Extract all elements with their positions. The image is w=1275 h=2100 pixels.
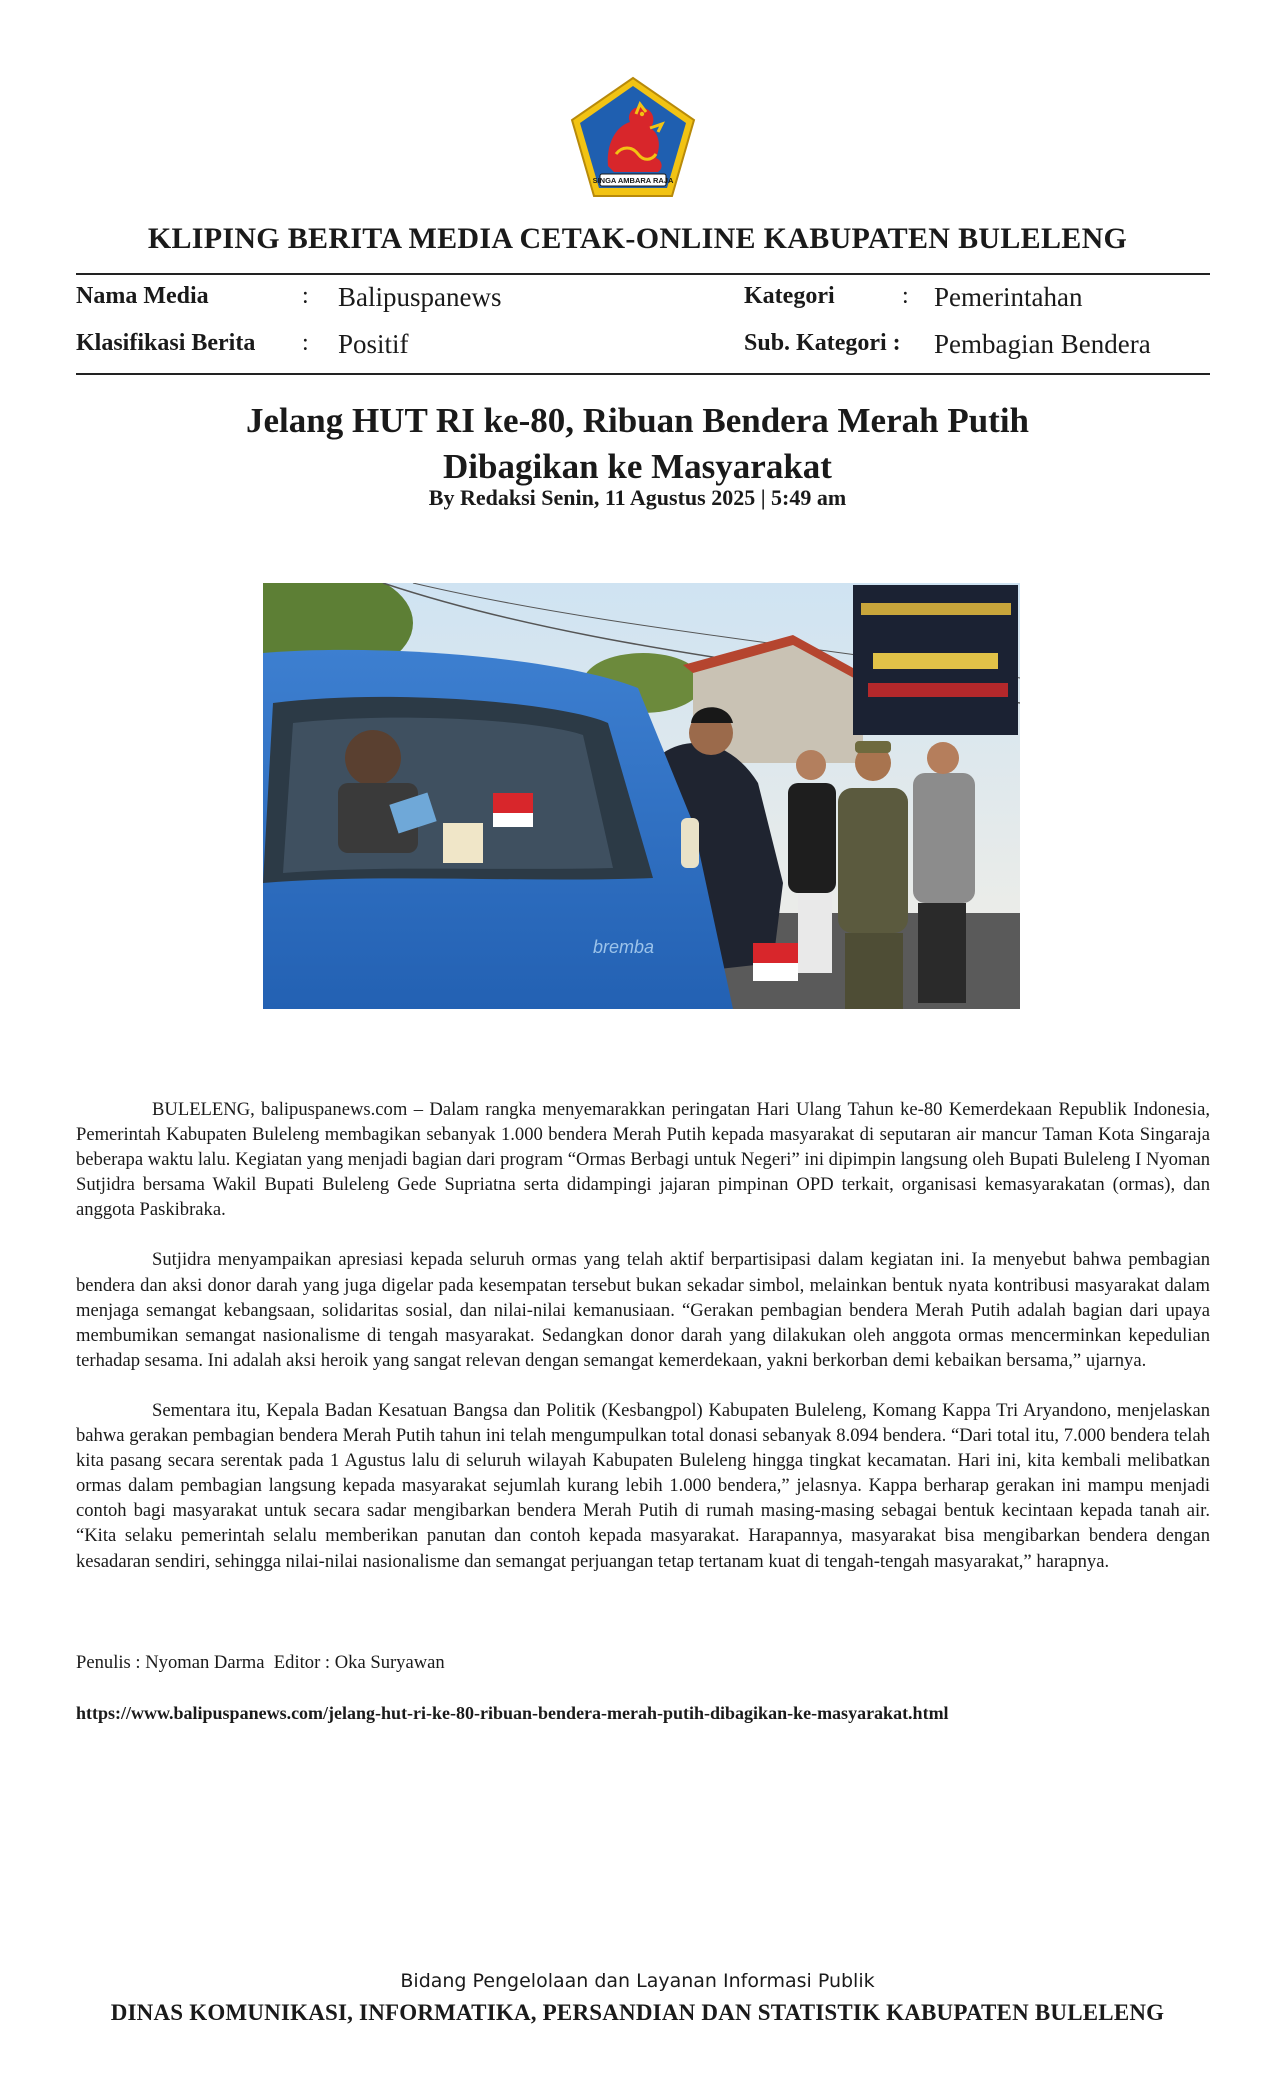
classification-value: Positif bbox=[338, 329, 409, 359]
article-paragraph-3: Sementara itu, Kepala Badan Kesatuan Bangsa dan Politik (Kesbangpol) Kabupaten Buleleng, Komang Kappa Tri Aryandono, menjelaskan bahwa gerakan pembagian bendera Merah Putih tahun ini telah mengumpulkan total donasi sebanyak 8.094 bendera. “Dari total itu, 7.000 bendera telah kita pasang secara serentak pada 1 Agustus lalu di seluruh wilayah Kabupaten Buleleng hingga tingkat kecamatan. Hari ini, kita kembali melibatkan ormas dalam pembagian langsung kepada masyarakat sejumlah kurang lebih 1.000 bendera,” jelasnya. Kappa berharap gerakan ini mampu menjadi contoh bagi masyarakat untuk secara sadar mengibarkan bendera Merah Putih di rumah masing-masing sebagai bentuk kecintaan kepada tanah air. “Kita selaku pemerintah selalu memberikan panutan dan contoh kepada masyarakat. Harapannya, masyarakat bisa mengibarkan bendera dengan kesadaran sendiri, sehingga nilai-nilai nasionalisme dan semangat perjuangan tetap tertanam kuat di tengah-tengah masyarakat,” harapnya. bbox=[76, 1399, 1210, 1572]
logo-motto-text: SINGA AMBARA RAJA bbox=[592, 176, 674, 185]
article-title-line-2: Dibagikan ke Masyarakat bbox=[443, 447, 832, 486]
media-name-colon: : bbox=[302, 283, 309, 309]
car-brand-text: bremba bbox=[593, 937, 655, 957]
footer-agency: DINAS KOMUNIKASI, INFORMATIKA, PERSANDIAN DAN STATISTIK KABUPATEN BULELENG bbox=[110, 2000, 1165, 2025]
article-title-line-1: Jelang HUT RI ke-80, Ribuan Bendera Merah Putih bbox=[245, 401, 1030, 440]
sub-category-label: Sub. Kategori : bbox=[744, 330, 901, 356]
article-source-url[interactable]: https://www.balipuspanews.com/jelang-hut-ri-ke-80-ribuan-bendera-merah-putih-dibagikan-ke-masyarakat.html bbox=[76, 1703, 949, 1723]
header-bottom-rule bbox=[76, 373, 1210, 375]
article-paragraph-2: Sutjidra menyampaikan apresiasi kepada seluruh ormas yang telah aktif berpartisipasi dalam kegiatan ini. Ia menyebut bahwa pembagian bendera dan aksi donor darah yang juga digelar pada kesempatan tersebut bukan sekadar simbol, melainkan bentuk nyata kontribusi masyarakat dalam menjaga semangat kebangsaan, solidaritas sosial, dan nilai-nilai kemanusiaan. “Gerakan pembagian bendera Merah Putih adalah bagian dari upaya membumikan semangat nasionalisme di tengah masyarakat. Sedangkan donor darah yang dilakukan oleh anggota ormas mencerminkan kepedulian terhadap sesama. Ini adalah aksi heroik yang sangat relevan dengan semangat kemerdekaan, yakni berkorban demi kebaikan bersama,” ujarnya. bbox=[76, 1249, 1210, 1371]
buleleng-emblem-logo bbox=[566, 74, 700, 202]
media-name-label: Nama Media bbox=[76, 283, 209, 309]
sub-category-value: Pembagian Bendera bbox=[934, 329, 1151, 359]
article-photo bbox=[263, 583, 1020, 1009]
footer-division: Bidang Pengelolaan dan Layanan Informasi Publik bbox=[400, 1970, 875, 1992]
article-credits: Penulis : Nyoman Darma Editor : Oka Suryawan bbox=[76, 1652, 445, 1673]
document-header-title: KLIPING BERITA MEDIA CETAK-ONLINE KABUPATEN BULELENG bbox=[147, 222, 1128, 255]
article-body bbox=[76, 1097, 1210, 1599]
classification-colon: : bbox=[302, 330, 309, 356]
classification-label: Klasifikasi Berita bbox=[76, 330, 256, 356]
header-top-rule bbox=[76, 273, 1210, 275]
media-name-value: Balipuspanews bbox=[338, 282, 502, 312]
category-label: Kategori bbox=[744, 283, 835, 309]
category-colon: : bbox=[902, 283, 909, 309]
category-value: Pemerintahan bbox=[934, 282, 1083, 312]
article-byline: By Redaksi Senin, 11 Agustus 2025 | 5:49 am bbox=[428, 485, 847, 510]
article-paragraph-1: BULELENG, balipuspanews.com – Dalam rangka menyemarakkan peringatan Hari Ulang Tahun ke-80 Kemerdekaan Republik Indonesia, Pemerintah Kabupaten Buleleng membagikan sebanyak 1.000 bendera Merah Putih kepada masyarakat di seputaran air mancur Taman Kota Singaraja beberapa waktu lalu. Kegiatan yang menjadi bagian dari program “Ormas Berbagi untuk Negeri” ini dipimpin langsung oleh Bupati Buleleng I Nyoman Sutjidra bersama Wakil Bupati Buleleng Gede Supriatna serta didampingi jajaran pimpinan OPD terkait, organisasi kemasyarakatan (ormas), dan anggota Paskibraka. bbox=[76, 1099, 1210, 1221]
article-title bbox=[150, 398, 1125, 490]
